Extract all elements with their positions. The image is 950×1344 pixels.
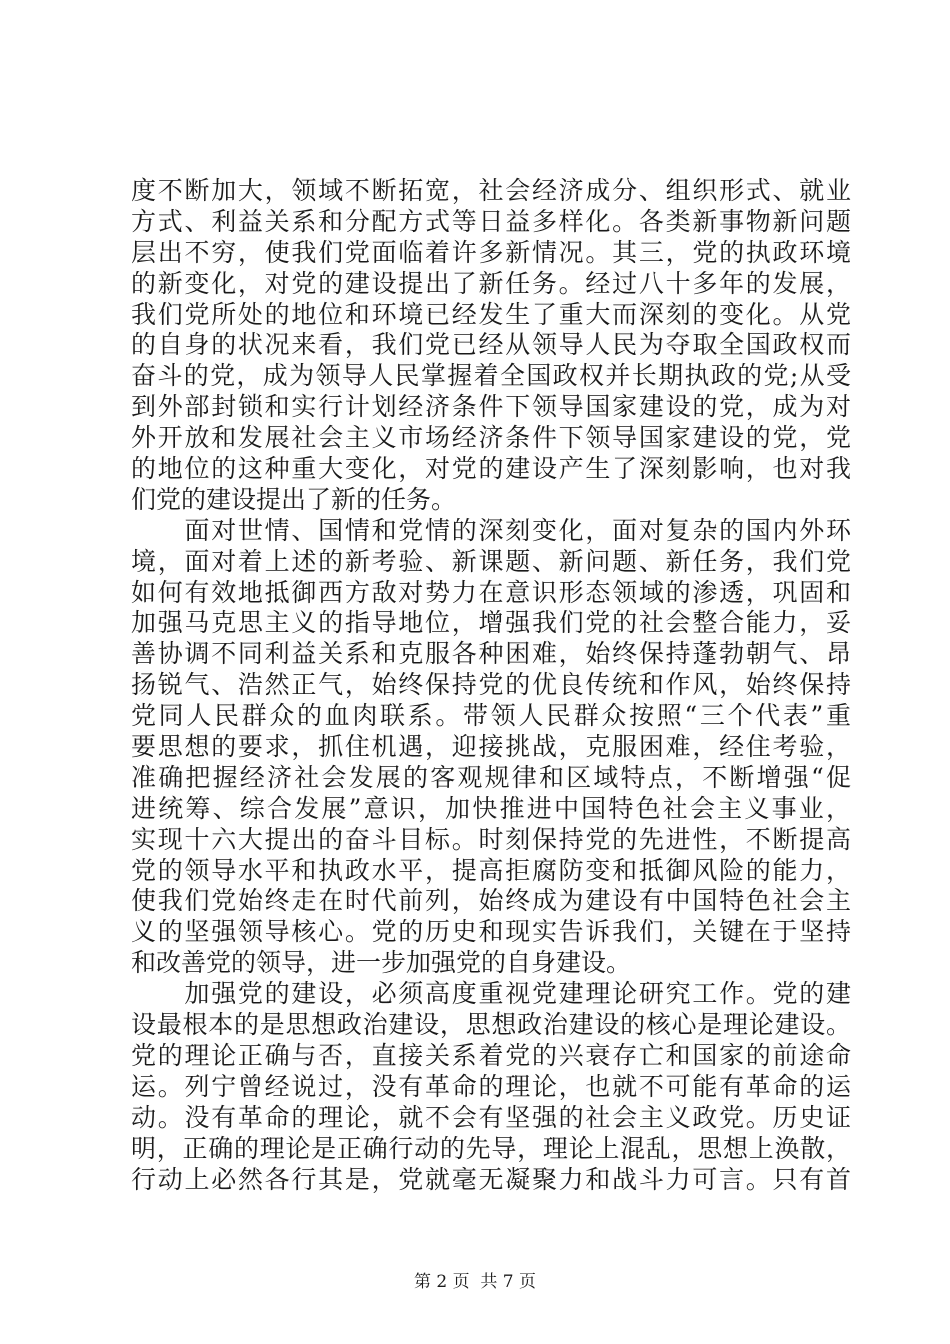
text-line: 境，面对着上述的新考验、新课题、新问题、新任务，我们党 bbox=[131, 546, 851, 576]
text-line: 外开放和发展社会主义市场经济条件下领导国家建设的党，党 bbox=[131, 423, 851, 453]
text-line: 党同人民群众的血肉联系。带领人民群众按照“三个代表”重 bbox=[131, 701, 851, 731]
page-total: 共 7 页 bbox=[480, 1272, 537, 1292]
text-line: 实现十六大提出的奋斗目标。时刻保持党的先进性，不断提高 bbox=[131, 824, 851, 854]
text-line: 面对世情、国情和党情的深刻变化，面对复杂的国内外环 bbox=[131, 515, 851, 545]
text-line: 要思想的要求，抓住机遇，迎接挑战，克服困难，经住考验， bbox=[131, 732, 851, 762]
document-body bbox=[131, 176, 851, 1195]
text-line: 明，正确的理论是正确行动的先导，理论上混乱，思想上涣散， bbox=[131, 1133, 851, 1163]
text-line: 加强党的建设，必须高度重视党建理论研究工作。党的建 bbox=[131, 979, 851, 1009]
page-number: 第 2 页 bbox=[413, 1272, 470, 1292]
text-line: 行动上必然各行其是，党就毫无凝聚力和战斗力可言。只有首 bbox=[131, 1164, 851, 1194]
text-line: 的自身的状况来看，我们党已经从领导人民为夺取全国政权而 bbox=[131, 330, 851, 360]
text-line: 扬锐气、浩然正气，始终保持党的优良传统和作风，始终保持 bbox=[131, 670, 851, 700]
text-line: 和改善党的领导，进一步加强党的自身建设。 bbox=[131, 948, 632, 978]
text-line: 动。没有革命的理论，就不会有坚强的社会主义政党。历史证 bbox=[131, 1102, 851, 1132]
text-line: 的地位的这种重大变化，对党的建设产生了深刻影响，也对我 bbox=[131, 454, 851, 484]
text-line: 善协调不同利益关系和克服各种困难，始终保持蓬勃朝气、昂 bbox=[131, 639, 851, 669]
text-line: 的新变化，对党的建设提出了新任务。经过八十多年的发展， bbox=[131, 268, 851, 298]
text-line: 方式、利益关系和分配方式等日益多样化。各类新事物新问题 bbox=[131, 206, 851, 236]
text-line: 如何有效地抵御西方敌对势力在意识形态领域的渗透，巩固和 bbox=[131, 577, 851, 607]
page-footer bbox=[0, 1271, 950, 1293]
text-line: 运。列宁曾经说过，没有革命的理论，也就不可能有革命的运 bbox=[131, 1071, 851, 1101]
text-line: 度不断加大，领域不断拓宽，社会经济成分、组织形式、就业 bbox=[131, 176, 851, 205]
text-line: 准确把握经济社会发展的客观规律和区域特点，不断增强“促 bbox=[131, 762, 851, 792]
text-line: 奋斗的党，成为领导人民掌握着全国政权并长期执政的党;从受 bbox=[131, 361, 851, 391]
text-line: 我们党所处的地位和环境已经发生了重大而深刻的变化。从党 bbox=[131, 299, 851, 329]
text-line: 层出不穷，使我们党面临着许多新情况。其三，党的执政环境 bbox=[131, 237, 851, 267]
text-line: 党的理论正确与否，直接关系着党的兴衰存亡和国家的前途命 bbox=[131, 1040, 851, 1070]
text-line: 进统筹、综合发展”意识，加快推进中国特色社会主义事业， bbox=[131, 793, 851, 823]
text-line: 设最根本的是思想政治建设，思想政治建设的核心是理论建设。 bbox=[131, 1010, 851, 1040]
text-line: 党的领导水平和执政水平，提高拒腐防变和抵御风险的能力， bbox=[131, 855, 851, 885]
text-line: 到外部封锁和实行计划经济条件下领导国家建设的党，成为对 bbox=[131, 392, 851, 422]
text-line: 加强马克思主义的指导地位，增强我们党的社会整合能力，妥 bbox=[131, 608, 851, 638]
text-line: 们党的建设提出了新的任务。 bbox=[131, 484, 457, 514]
text-line: 义的坚强领导核心。党的历史和现实告诉我们，关键在于坚持 bbox=[131, 917, 851, 947]
text-line: 使我们党始终走在时代前列，始终成为建设有中国特色社会主 bbox=[131, 886, 851, 916]
